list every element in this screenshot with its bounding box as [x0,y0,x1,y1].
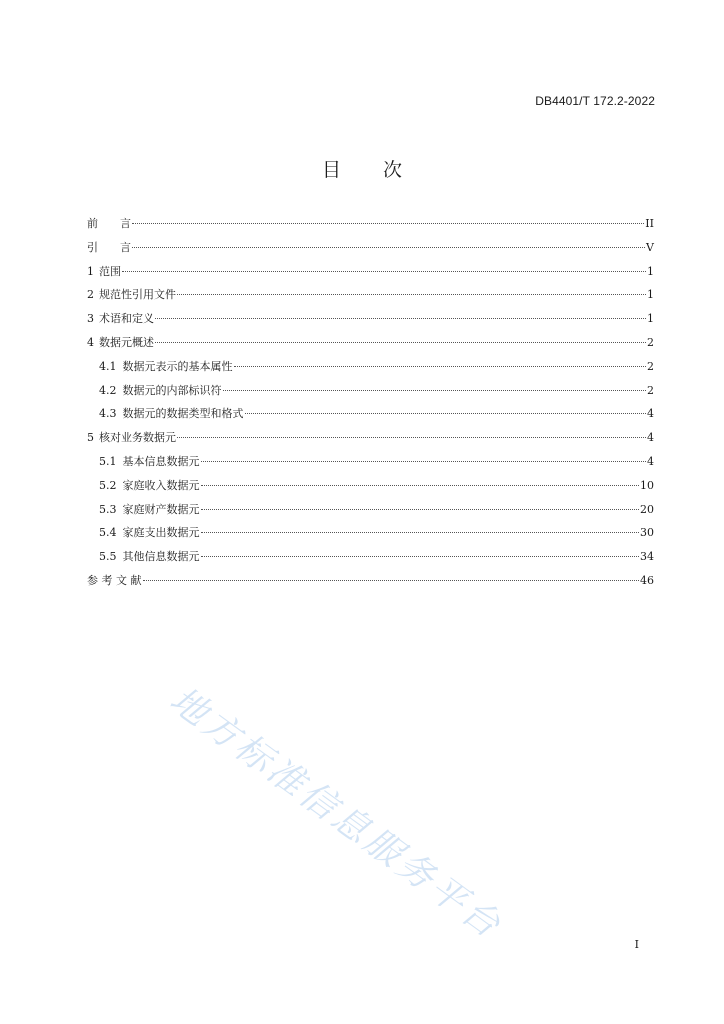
toc-entry-number: 5.5 [99,550,117,564]
toc-entry-2[interactable] [87,283,654,307]
toc-entry-number: 4.3 [99,407,117,421]
toc-entry-label: 引 言 [87,240,131,254]
toc-entry-5-2[interactable] [87,474,654,498]
toc-title-char-2: 次 [383,159,403,181]
toc-entry-text: 家庭收入数据元 [122,478,200,492]
toc-entry-page: 4 [647,454,654,468]
toc-entry-4-3[interactable] [87,402,654,426]
toc-entry-page: 1 [647,312,654,326]
toc-entry-text: 基本信息数据元 [122,454,200,468]
toc-entry-text: 核对业务数据元 [99,431,176,445]
toc-entry-page: 4 [647,431,654,445]
toc-entry-text: 数据元的内部标识符 [122,383,222,397]
toc-leader [201,509,640,510]
toc-entry-text: 其他信息数据元 [122,550,200,564]
toc-leader [201,485,640,486]
toc-title-char-1: 目 [321,159,341,181]
toc-entry-page: V [646,240,654,254]
toc-leader [201,556,640,557]
toc-entry-page: 1 [647,288,654,302]
toc-leader [245,413,647,414]
toc-entry-page: 10 [640,478,654,492]
toc-leader [132,247,645,248]
table-of-contents [87,212,654,593]
watermark: 地方标准信息服务平台 [162,679,510,948]
toc-entry-text: 规范性引用文件 [99,288,176,302]
toc-leader [132,223,644,224]
toc-entry-label [99,545,200,569]
toc-entry-4[interactable] [87,331,654,355]
toc-entry-text: 范围 [99,264,121,278]
toc-entry-page: 2 [647,335,654,349]
toc-leader [201,532,640,533]
toc-entry-page: 1 [647,264,654,278]
toc-entry-page: 46 [640,573,654,587]
toc-entry-number: 4.1 [99,359,117,373]
toc-entry-page: 20 [640,502,654,516]
toc-entry-text: 数据元表示的基本属性 [122,359,233,373]
toc-entry-page: II [645,217,654,230]
toc-entry-text: 家庭支出数据元 [122,526,200,540]
toc-entry-number: 5.4 [99,526,117,540]
toc-entry-label [99,498,200,522]
toc-entry-page: 2 [647,383,654,397]
toc-entry-1[interactable] [87,260,654,284]
toc-entry-number: 1 [87,264,94,278]
toc-entry-text: 家庭财产数据元 [122,502,200,516]
toc-entry-page: 2 [647,359,654,373]
toc-title [0,155,724,182]
document-code: DB4401/T 172.2-2022 [535,94,655,108]
toc-entry-label [87,307,154,331]
toc-entry-text: 数据元的数据类型和格式 [122,407,244,421]
toc-entry-page: 30 [640,526,654,540]
toc-leader [223,390,647,391]
toc-entry-number: 4 [87,335,94,349]
toc-leader [155,318,646,319]
toc-entry-label: 参 考 文 献 [87,573,142,587]
toc-entry-label [99,355,233,379]
toc-entry-number: 2 [87,288,94,302]
toc-leader [143,580,640,581]
toc-entry-label [99,521,200,545]
toc-entry-number: 3 [87,312,94,326]
toc-entry-5-1[interactable] [87,450,654,474]
toc-entry-number: 5.1 [99,454,117,468]
toc-entry-5[interactable] [87,426,654,450]
toc-entry-label [99,474,200,498]
toc-entry-4-1[interactable] [87,355,654,379]
toc-entry-number: 5.3 [99,502,117,516]
toc-entry-bibliography[interactable] [87,569,654,593]
toc-entry-page: 34 [640,550,654,564]
toc-entry-label [87,260,121,284]
toc-leader [155,342,646,343]
toc-leader [122,271,646,272]
toc-entry-label [99,379,222,403]
toc-entry-4-2[interactable] [87,379,654,403]
toc-entry-5-4[interactable] [87,521,654,545]
toc-entry-text: 数据元概述 [99,335,154,349]
toc-entry-number: 5 [87,431,94,445]
toc-entry-3[interactable] [87,307,654,331]
toc-entry-label [87,426,176,450]
toc-entry-label [99,402,244,426]
toc-entry-text: 术语和定义 [99,312,154,326]
toc-leader [177,294,646,295]
page-number: I [634,938,639,951]
toc-entry-number: 5.2 [99,478,117,492]
toc-entry-foreword[interactable] [87,212,654,236]
toc-entry-label: 前 言 [87,217,131,230]
toc-entry-introduction[interactable] [87,236,654,260]
toc-leader [234,366,647,367]
toc-leader [177,437,646,438]
toc-entry-5-5[interactable] [87,545,654,569]
toc-entry-number: 4.2 [99,383,117,397]
toc-entry-label [99,450,200,474]
toc-entry-label [87,331,154,355]
toc-entry-5-3[interactable] [87,498,654,522]
toc-entry-label [87,283,176,307]
toc-leader [201,461,647,462]
toc-entry-page: 4 [647,407,654,421]
